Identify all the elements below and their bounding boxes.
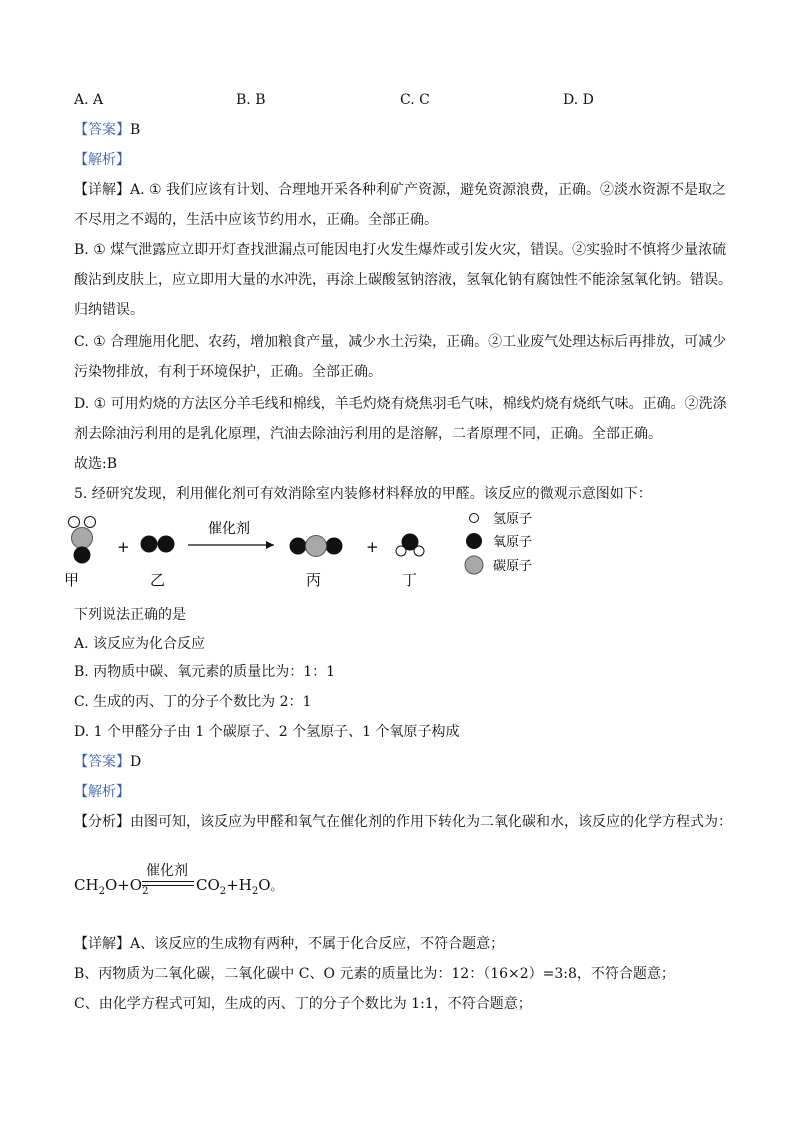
label-yi: 乙 bbox=[150, 571, 166, 589]
answer-tag: 【答案】 bbox=[74, 122, 130, 138]
q5-option-b: B. 丙物质中碳、氧元素的质量比为：1：1 bbox=[74, 664, 336, 680]
legend-oxygen-icon bbox=[466, 533, 482, 549]
option-b: B. B bbox=[236, 92, 266, 108]
legend-c-label: 碳原子 bbox=[493, 559, 533, 574]
q4-answer-line bbox=[74, 120, 140, 140]
eq-sub: 2 bbox=[251, 886, 259, 897]
q5-analysis-line bbox=[74, 812, 732, 832]
option-c: C. C bbox=[400, 92, 430, 108]
label-jia: 甲 bbox=[64, 571, 80, 589]
legend-h-label: 氢原子 bbox=[493, 512, 533, 527]
q5-analysis-tag: 【解析】 bbox=[74, 784, 130, 800]
plus-1: + bbox=[117, 538, 130, 556]
detail-b-line1: B. ① 煤气泄露应立即开灯查找泄漏点可能因电打火发生爆炸或引发火灾，错误。②实验时不慎将少量浓硫 bbox=[74, 242, 727, 258]
option-d: D. D bbox=[563, 92, 594, 108]
detail-tag: 【详解】 bbox=[74, 936, 130, 952]
eq-o: O bbox=[258, 876, 271, 894]
reaction-diagram bbox=[60, 506, 580, 590]
answer-value: D bbox=[130, 754, 142, 770]
q5-option-a: A. 该反应为化合反应 bbox=[74, 636, 206, 652]
catalyst-label: 催化剂 bbox=[208, 521, 250, 537]
detail-tag: 【详解】 bbox=[74, 182, 130, 198]
q5-question: 下列说法正确的是 bbox=[74, 607, 186, 623]
molecule-ding bbox=[396, 534, 424, 557]
detail-d-line2: 剂去除油污利用的是乳化原理，汽油去除油污利用的是溶解，二者原理不同，正确。全部正确。 bbox=[74, 426, 662, 442]
detail-c-line1: C. ① 合理施用化肥、农药，增加粮食产量，减少水土污染，正确。②工业废气处理达标后再排放，可减少 bbox=[74, 334, 727, 350]
legend-o-label: 氧原子 bbox=[493, 535, 533, 550]
molecule-jia bbox=[69, 517, 96, 564]
analysis-lead-tag: 【分析】 bbox=[74, 814, 130, 830]
chemical-equation bbox=[74, 860, 334, 904]
detail-d-line1: D. ① 可用灼烧的方法区分羊毛线和棉线，羊毛灼烧有烧焦羽毛气味，棉线灼烧有烧纸气味。正确。②洗涤 bbox=[74, 396, 727, 412]
analysis-text: 由图可知，该反应为甲醛和氧气在催化剂的作用下转化为二氧化碳和水，该反应的化学方程式为： bbox=[130, 814, 732, 830]
eq-sub: 2 bbox=[142, 886, 149, 897]
legend-hydrogen-icon bbox=[470, 514, 479, 523]
label-ding: 丁 bbox=[402, 571, 418, 589]
detail-c-line2: 污染物排放，有利于环境保护，正确。全部正确。 bbox=[74, 364, 382, 380]
eq-period: 。 bbox=[270, 879, 283, 893]
equation-reactants bbox=[74, 876, 148, 897]
analysis-tag: 【解析】 bbox=[74, 152, 130, 168]
detail-a-line2: 不尽用之不竭的，生活中应该节约用水，正确。全部正确。 bbox=[74, 212, 438, 228]
q5-stem: 5. 经研究发现，利用催化剂可有效消除室内装修材料释放的甲醛。该反应的微观示意图如下： bbox=[74, 486, 652, 502]
option-a: A. A bbox=[74, 92, 104, 108]
eq-ch: CH bbox=[74, 876, 99, 894]
q5-detail-c: C、由化学方程式可知，生成的丙、丁的分子个数比为 1:1，不符合题意； bbox=[74, 996, 532, 1012]
equation-double-line bbox=[142, 881, 194, 886]
detail-b-line2: 酸沾到皮肤上，应立即用大量的水冲洗，再涂上碳酸氢钠溶液，氢氧化钠有腐蚀性不能涂氢氧化钠。错误。 bbox=[74, 272, 732, 288]
arrow-head-icon bbox=[266, 541, 274, 549]
detail-a-text1: A. ① 我们应该有计划、合理地开采各种利矿产资源，避免资源浪费，正确。②淡水资源不是取之 bbox=[130, 182, 727, 198]
q5-option-c: C. 生成的丙、丁的分子个数比为 2：1 bbox=[74, 694, 312, 710]
q4-conclusion: 故选:B bbox=[74, 456, 118, 472]
eq-sub: 2 bbox=[219, 886, 227, 897]
detail-a-line1 bbox=[74, 180, 726, 200]
legend-carbon-icon bbox=[465, 556, 483, 574]
legend bbox=[465, 512, 532, 574]
equation-condition: 催化剂 bbox=[146, 863, 188, 879]
detail-a-text: A、该反应的生成物有两种，不属于化合反应，不符合题意； bbox=[130, 936, 505, 952]
q5-answer-line bbox=[74, 752, 141, 772]
label-bing: 丙 bbox=[306, 571, 322, 589]
q5-option-d: D. 1 个甲醛分子由 1 个碳原子、2 个氢原子、1 个氧原子构成 bbox=[74, 724, 460, 740]
detail-b-line3: 归纳错误。 bbox=[74, 302, 144, 318]
molecule-yi bbox=[141, 536, 175, 553]
eq-co: CO bbox=[196, 876, 220, 894]
eq-plus-h: +H bbox=[226, 876, 252, 894]
molecule-bing bbox=[290, 536, 343, 557]
q5-detail-a bbox=[74, 934, 504, 954]
answer-value: B bbox=[130, 122, 141, 138]
answer-tag: 【答案】 bbox=[74, 754, 130, 770]
plus-2: + bbox=[366, 538, 379, 556]
eq-sub: 2 bbox=[98, 886, 105, 897]
equation-products bbox=[196, 876, 283, 897]
eq-o-plus-o: O+O bbox=[104, 876, 143, 894]
q5-detail-b: B、丙物质为二氧化碳，二氧化碳中 C、O 元素的质量比为：12：（16×2）=3:8，不符合题意； bbox=[74, 966, 675, 982]
